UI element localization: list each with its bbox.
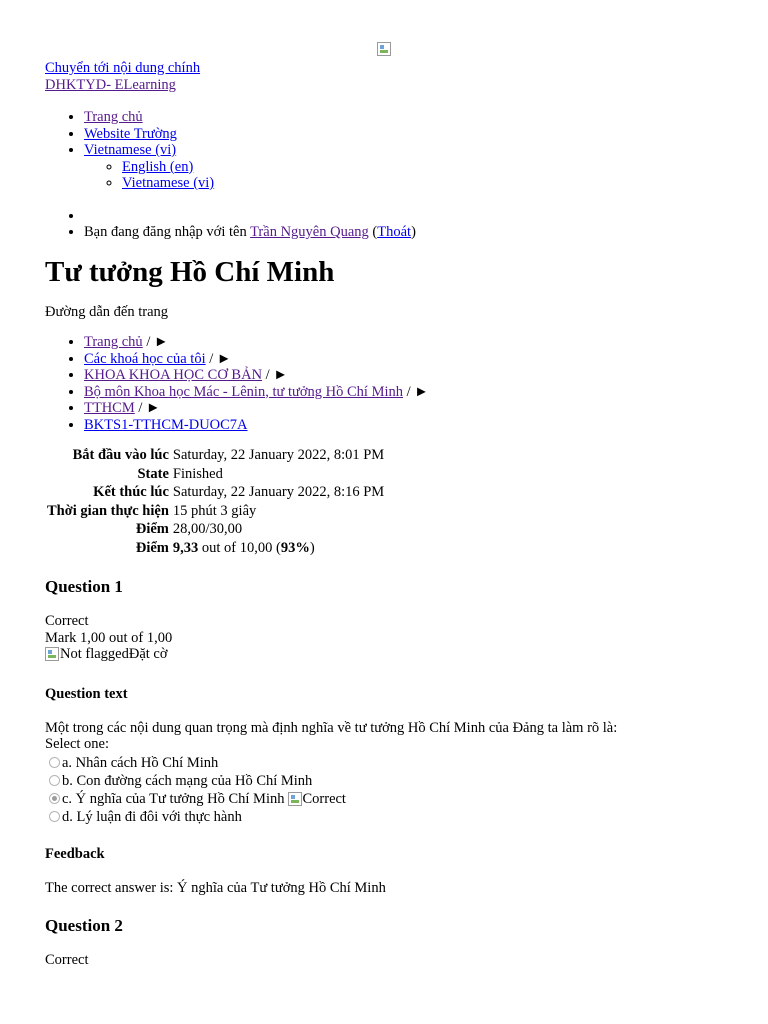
main-nav <box>45 109 723 192</box>
grade-label: Điểm <box>135 539 169 556</box>
question-1-status: Correct <box>45 613 89 629</box>
flag-icon <box>45 647 59 661</box>
language-menu-link[interactable]: Vietnamese (vi) <box>84 142 177 158</box>
answer-option-d[interactable] <box>45 808 723 826</box>
flag-question-button[interactable] <box>45 646 168 663</box>
nav-item-home <box>84 109 723 126</box>
question-2-title: Question 2 <box>45 916 123 936</box>
user-menu-empty-item <box>84 208 723 225</box>
state-value: Finished <box>172 465 223 482</box>
broken-image-icon <box>377 42 391 56</box>
summary-row-completed <box>45 483 386 502</box>
correct-answer-text: The correct answer is: Ý nghĩa của Tư tưởng Hồ Chí Minh <box>45 879 386 896</box>
nav-item-website <box>84 126 723 143</box>
feedback-heading: Feedback <box>45 845 105 862</box>
summary-row-state <box>45 465 386 484</box>
answer-d-label: d. Lý luận đi đôi với thực hành <box>62 808 242 825</box>
completed-value: Saturday, 22 January 2022, 8:16 PM <box>172 484 385 500</box>
summary-row-started <box>45 446 386 465</box>
feedback-block <box>45 880 723 897</box>
time-taken-label: Thời gian thực hiện <box>47 502 169 519</box>
breadcrumb-separator: / ► <box>262 367 288 383</box>
answer-a-label: a. Nhân cách Hồ Chí Minh <box>62 754 219 771</box>
state-label: State <box>137 465 169 482</box>
marks-label: Điểm <box>135 521 169 537</box>
site-name-link[interactable]: DHKTYD- ELearning <box>45 76 176 93</box>
breadcrumb-separator: / ► <box>142 334 169 350</box>
breadcrumb-separator: / ► <box>205 350 232 367</box>
question-1-title: Question 1 <box>45 577 123 596</box>
flag-label: Đặt cờ <box>128 646 168 662</box>
question-1-text: Một trong các nội dung quan trọng mà định nghĩa về tư tưởng Hồ Chí Minh của Đảng ta làm rõ là: <box>45 719 618 736</box>
breadcrumb-item <box>84 351 723 368</box>
paren-open: ( <box>368 224 378 240</box>
language-submenu <box>84 159 723 192</box>
grade-score: 9,33 <box>172 539 199 556</box>
summary-row-grade <box>45 539 386 558</box>
answer-d-radio[interactable] <box>49 811 60 822</box>
completed-label: Kết thúc lúc <box>93 484 169 500</box>
answer-c-radio[interactable] <box>49 793 60 804</box>
breadcrumb-item <box>84 367 723 384</box>
started-label: Bắt đầu vào lúc <box>72 447 169 463</box>
answer-b-label: b. Con đường cách mạng của Hồ Chí Minh <box>62 772 313 789</box>
correct-alt-text: Correct <box>302 790 346 807</box>
answer-option-a[interactable] <box>45 754 723 772</box>
breadcrumb-item <box>84 384 723 401</box>
breadcrumb-my-courses-link[interactable]: Các khoá học của tôi <box>84 350 206 367</box>
answer-option-b[interactable] <box>45 772 723 790</box>
question-1-mark: Mark 1,00 out of 1,00 <box>45 629 173 646</box>
paren-close: ) <box>411 224 416 240</box>
logo <box>45 0 723 60</box>
breadcrumb-separator: / ► <box>134 400 161 416</box>
breadcrumb-item <box>84 400 723 417</box>
language-item-vi <box>122 175 723 192</box>
nav-website-link[interactable]: Website Trường <box>84 125 177 142</box>
breadcrumb-label: Đường dẫn đến trang <box>45 303 169 320</box>
started-value: Saturday, 22 January 2022, 8:01 PM <box>172 447 385 463</box>
skip-to-content-link[interactable]: Chuyển tới nội dung chính <box>45 60 201 76</box>
user-menu <box>45 208 723 241</box>
logged-in-text: Bạn đang đăng nhập với tên <box>84 224 251 240</box>
answer-options <box>45 754 723 826</box>
answer-a-radio[interactable] <box>49 757 60 768</box>
grade-out-of: out of 10,00 ( <box>198 539 281 556</box>
language-vietnamese-link[interactable]: Vietnamese (vi) <box>122 175 215 191</box>
flag-alt-text: Not flagged <box>60 646 129 662</box>
breadcrumb-faculty-link[interactable]: KHOA KHOA HỌC CƠ BẢN <box>84 367 263 383</box>
grade-close: ) <box>309 539 315 556</box>
answer-b-radio[interactable] <box>49 775 60 786</box>
grade-percent: 93% <box>280 539 310 556</box>
user-login-info <box>84 224 723 241</box>
quiz-summary-table <box>45 446 386 557</box>
breadcrumb-department-link[interactable]: Bộ môn Khoa học Mác - Lênin, tư tưởng Hồ Chí Minh <box>84 383 403 400</box>
breadcrumb-course-link[interactable]: BKTS1-TTHCM-DUOC7A <box>84 416 248 433</box>
user-profile-link[interactable]: Trần Nguyên Quang <box>250 224 369 240</box>
nav-home-link[interactable]: Trang chủ <box>84 109 143 125</box>
breadcrumb-item <box>84 334 723 351</box>
answer-c-label: c. Ý nghĩa của Tư tưởng Hồ Chí Minh <box>62 790 285 807</box>
nav-item-language <box>84 142 723 192</box>
question-text-heading: Question text <box>45 685 128 702</box>
page-title: Tư tưởng Hồ Chí Minh <box>45 255 335 288</box>
breadcrumb-separator: / ► <box>403 383 429 400</box>
correct-check-icon <box>288 792 302 806</box>
breadcrumb-home-link[interactable]: Trang chủ <box>84 334 143 350</box>
correct-indicator <box>288 791 345 808</box>
marks-value: 28,00/30,00 <box>172 521 243 537</box>
language-english-link[interactable]: English (en) <box>122 158 194 175</box>
question-1-info <box>45 613 723 666</box>
language-item-en <box>122 159 723 176</box>
breadcrumb-category-link[interactable]: TTHCM <box>84 400 135 416</box>
breadcrumb-item <box>84 417 723 434</box>
summary-row-marks <box>45 520 386 539</box>
grade-value <box>171 539 386 558</box>
select-one-label: Select one: <box>45 736 110 753</box>
logout-link[interactable]: Thoát <box>377 224 412 240</box>
breadcrumb <box>45 334 723 433</box>
summary-row-time <box>45 502 386 521</box>
question-2-status: Correct <box>45 952 89 969</box>
time-taken-value: 15 phút 3 giây <box>172 502 257 519</box>
answer-option-c[interactable] <box>45 790 723 808</box>
